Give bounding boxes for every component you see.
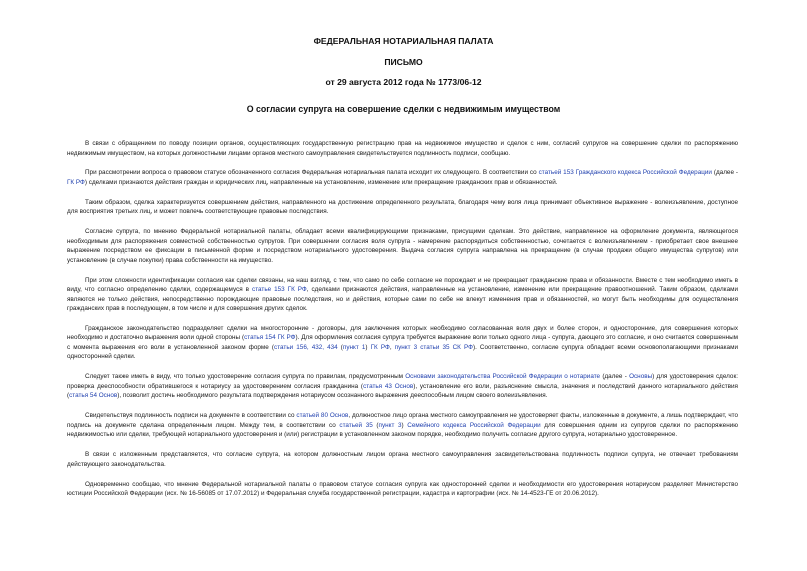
legal-reference-link[interactable]: Основами законодательства Российской Федерации о нотариате (405, 373, 601, 381)
paragraph-text: При рассмотрении вопроса о правовом статусе обозначенного согласия Федеральная нотариальная палата исходит их следующего. В соответствии со (85, 169, 539, 177)
paragraph-text: Гражданское законодательство подразделяет сделки на многосторонние - договоры, для заключения которых необходимо согласованная воля двух и более сторон, и односторонние, для совершения которых необходимо и достаточно выражения воли одной стороны ( (67, 324, 738, 342)
paragraph-text: В связи с обращением по поводу позиции органов, осуществляющих государственную регистрацию прав на недвижимое имущество и сделок с ним, согласий супругов на совершение сделки по распоряжению недвижимым имуществом, на которых должностными лицами органов местного самоуправления свидетельствуется подлинность подписи, сообщаю. (67, 140, 738, 157)
document-body (67, 139, 738, 509)
legal-reference-link[interactable]: ГК РФ (370, 343, 390, 351)
paragraph-text: ), позволит достичь необходимого результата подтверждения нотариусом осознанного выражения дееспособным лицом своего волеизъявления. (117, 392, 548, 400)
paragraph-text: Согласие супруга, по мнению Федеральной нотариальной палаты, обладает всеми квалифицирующими признаками, присущими сделкам. Это действие, направленное на оформление документа, являющегося необходимым для распоряжения совместной собственностью супругов. При совершении согласия воля супруга - намерение распорядиться собственностью, сочетается с волеизъявлением - приобретает свое внешнее выражение посредством ее фиксации в письменной форме и посредством нотариального удостоверения. Выдача согласия супруга направлена на прекращение (в случае продажи общего имущества супругов) или установление (в случае покупки) права собственности на имущество. (67, 228, 738, 264)
paragraph (67, 168, 738, 187)
paragraph-text: В связи с изложенным представляется, что согласие супруга, на котором должностным лицом органа местного самоуправления засвидетельствована подлинность подписи супруга, не отвечает требованиям действующего законодательства. (67, 451, 738, 468)
paragraph (67, 480, 738, 499)
paragraph (67, 411, 738, 440)
legal-reference-link[interactable]: пункт 3 (378, 421, 402, 429)
legal-reference-link[interactable]: пункт 1 (342, 343, 366, 351)
paragraph-text: ) сделками признаются действия граждан и юридических лиц, направленные на установление, изменение или прекращение гражданских прав и обязанностей. (84, 178, 558, 186)
paragraph (67, 372, 738, 401)
legal-reference-link[interactable]: статья 154 ГК РФ (244, 334, 296, 342)
paragraph-text: ( (337, 343, 343, 351)
paragraph-text: ( (372, 421, 379, 429)
legal-reference-link[interactable]: пункт 3 статьи 35 СК РФ (394, 343, 473, 351)
paragraph-text: ), установление его воли, разъяснение смысла, значения и последствий данного нотариального действия ( (67, 382, 738, 400)
paragraph (67, 450, 738, 469)
legal-reference-link[interactable]: статье 153 ГК РФ (252, 286, 307, 294)
legal-reference-link[interactable]: статьей 153 Гражданского кодекса Российской Федерации (538, 169, 712, 177)
paragraph (67, 227, 738, 265)
paragraph-text: (далее - (600, 373, 630, 381)
paragraph-text: Следует также иметь в виду, что только удостоверение согласия супруга по правилам, предусмотренным (85, 373, 406, 381)
legal-reference-link[interactable]: ГК РФ (67, 178, 85, 186)
paragraph (67, 276, 738, 314)
issuer-heading: ФЕДЕРАЛЬНАЯ НОТАРИАЛЬНАЯ ПАЛАТА (313, 36, 494, 46)
paragraph-text: , сделками признаются действия, направленные на установление, изменение или прекращение правоотношений. Таким образом, сделками являются не только действия, непосредственно порождающие правовые последствия, но и действия, которые сами по себе не влекут изменения прав и обязанностей, но могут быть необходимы для осуществления гражданских прав в последующем, в том числе и для совершения других сделок. (67, 286, 739, 313)
paragraph-text: ) (401, 421, 408, 429)
paragraph (67, 198, 738, 217)
paragraph-text: для совершения одним из супругов сделки по распоряжению недвижимостью или сделки, требующей нотариального удостоверения и (или) регистрации в установленном законом порядке, необходимо получить согласие другого супруга, нотариально удостоверенное. (67, 421, 738, 439)
paragraph-text: , (389, 343, 395, 351)
paragraph (67, 324, 738, 362)
paragraph-text: Свидетельствуя подлинность подписи на документе в соответствии со (85, 412, 297, 420)
legal-reference-link[interactable]: статьи 156, 432, 434 (274, 343, 338, 351)
legal-reference-link[interactable]: статьей 35 (339, 421, 373, 429)
paragraph-text: ). Для оформления согласия супруга требуется выражение воли только одного лица - супруга, дающего это согласие, и оно считается совершенным с момента выражения его воли в установленной законом форме ( (67, 334, 738, 351)
legal-reference-link[interactable]: Основы (629, 373, 653, 381)
paragraph-text: ) для удостоверения сделок: проверка дееспособности обратившегося к нотариусу за удостоверением согласия гражданина ( (67, 373, 738, 390)
paragraph-text: Одновременно сообщаю, что мнение Федеральной нотариальной палаты о правовом статусе согласия супруга как односторонней сделки и необходимости его удостоверения нотариусом разделяет Министерство юстиции Российской Федерации (исх. № 16-56085 от 17.07.2012) и Федеральная служба государственной регистрации, кадастра и картографии (исх. № 14-4523-ГЕ от 20.06.2012). (67, 480, 738, 498)
paragraph-text: ) (365, 343, 371, 351)
document-date-number: от 29 августа 2012 года № 1773/06-12 (325, 77, 482, 87)
paragraph-text: , должностное лицо органа местного самоуправления не удостоверяет факты, изложенные в документе, а лишь подтверждает, что подпись на документе сделана определенным лицом. Между тем, в соответствии со (67, 412, 738, 429)
legal-reference-link[interactable]: Семейного кодекса Российской Федерации (407, 421, 541, 429)
document-title: О согласии супруга на совершение сделки с недвижимым имуществом (246, 104, 561, 114)
legal-reference-link[interactable]: статья 54 Основ (69, 392, 118, 400)
paragraph-text: При этом сложности идентификации согласия как сделки связаны, на наш взгляд, с тем, что само по себе согласие не порождает и не прекращает гражданские права и обязанности. Вместе с тем необходимо иметь в виду, что согласно определению сделки, содержащемуся в (67, 276, 738, 294)
paragraph-text: Таким образом, сделка характеризуется совершением действия, направленного на достижение определенного результата, благодаря чему воля лица принимает объективное выражение - волеизъявление, доступное для восприятия третьих лиц, и может повлечь соответствующие правовые последствия. (67, 198, 738, 216)
paragraph (67, 139, 738, 158)
paragraph-text: (далее - (711, 169, 738, 177)
document-type: ПИСЬМО (384, 57, 423, 67)
legal-reference-link[interactable]: статьей 80 Основ (296, 412, 349, 420)
paragraph-text: ). Соответственно, согласие супруга обладает всеми основополагающими признаками односторонней сделки. (67, 343, 738, 361)
legal-reference-link[interactable]: статья 43 Основ (363, 382, 414, 390)
